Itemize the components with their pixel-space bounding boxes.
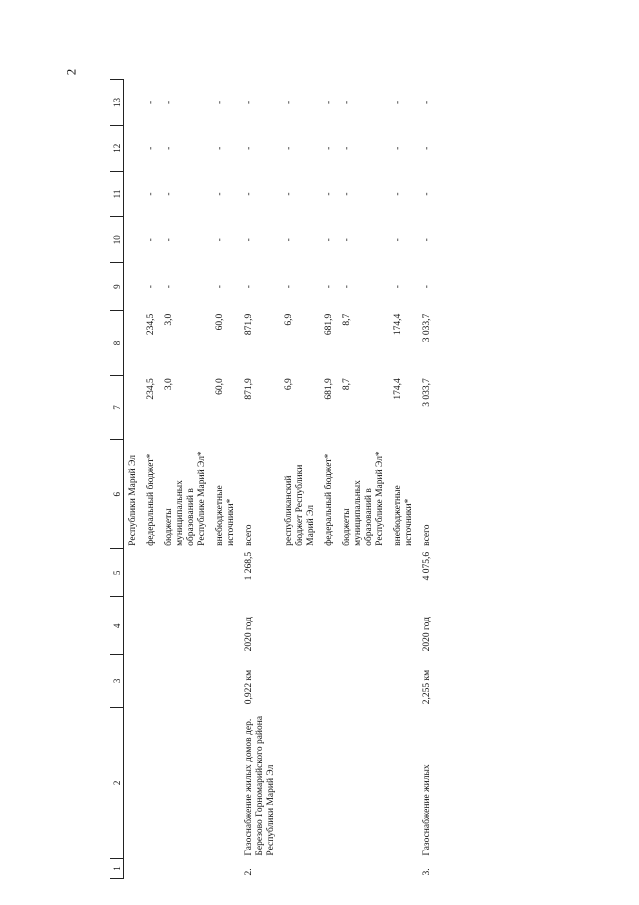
dash-cell-col-10: - <box>164 238 174 242</box>
dash-cell-col-12: - <box>146 146 156 150</box>
funding-source-cell: всего <box>244 524 254 546</box>
header-col-11: 11 <box>110 171 124 217</box>
object-name <box>142 707 160 858</box>
total-cost-cell <box>389 549 418 597</box>
header-col-9: 9 <box>110 263 124 311</box>
page-number: 2 <box>63 68 79 76</box>
table-row <box>320 80 338 879</box>
row-number: 2. <box>244 868 254 876</box>
dash-cell-col-12: - <box>324 146 334 150</box>
total-cost-cell: 1 268,5 <box>244 551 254 581</box>
dash-cell-col-13: - <box>393 100 403 105</box>
object-name <box>320 707 338 858</box>
table-header-row <box>110 80 124 879</box>
year-cell: 2020 год <box>422 617 432 652</box>
dash-cell-col-13: - <box>284 100 294 105</box>
dash-cell-col-10: - <box>422 238 432 242</box>
dash-cell-col-10: - <box>324 238 334 242</box>
year-cell <box>389 597 418 654</box>
total-cost-cell: 4 075,6 <box>422 551 432 581</box>
table-row <box>160 80 211 879</box>
dash-cell-col-9: - <box>342 285 352 289</box>
row-number <box>142 859 160 879</box>
dash-cell-col-12: - <box>284 146 294 150</box>
dash-cell-col-10 <box>124 217 143 263</box>
dash-cell-col-10: - <box>284 238 294 242</box>
length-cell: 2,255 км <box>422 669 432 705</box>
rotated-document-sheet <box>110 79 525 879</box>
value-col-7: 3,0 <box>164 378 174 391</box>
funding-source-cell: федеральный бюджет* <box>324 453 334 546</box>
funding-source-cell: внебюджетные источники* <box>215 485 236 546</box>
row-number <box>124 859 143 879</box>
header-col-12: 12 <box>110 125 124 171</box>
value-col-7: 681,9 <box>324 378 334 400</box>
length-cell: 0,922 км <box>244 669 254 705</box>
dash-cell-col-13: - <box>215 100 225 105</box>
value-col-8: 3,0 <box>164 313 174 326</box>
dash-cell-col-9: - <box>324 285 334 289</box>
row-number <box>160 859 211 879</box>
dash-cell-col-9: - <box>422 285 432 289</box>
value-col-7: 234,5 <box>146 378 156 400</box>
dash-cell-col-10: - <box>393 238 403 242</box>
budget-table <box>110 79 436 879</box>
dash-cell-col-11: - <box>284 192 294 196</box>
year-cell <box>160 597 211 654</box>
value-col-8 <box>124 311 143 376</box>
dash-cell-col-13: - <box>422 100 432 105</box>
value-col-7: 6,9 <box>284 378 294 391</box>
dash-cell-col-13: - <box>244 100 254 105</box>
length-cell <box>124 654 143 707</box>
value-col-8: 8,7 <box>342 313 352 326</box>
row-number: 3. <box>422 868 432 876</box>
dash-cell-col-11: - <box>164 192 174 196</box>
dash-cell-col-12: - <box>393 146 403 150</box>
dash-cell-col-11: - <box>342 192 352 196</box>
dash-cell-col-10: - <box>244 238 254 242</box>
value-col-7: 174,4 <box>393 378 403 400</box>
value-col-7: 871,9 <box>244 378 254 400</box>
total-cost-cell <box>160 549 211 597</box>
table-row <box>211 80 240 879</box>
header-col-8: 8 <box>110 311 124 376</box>
table-row <box>418 80 436 879</box>
length-cell <box>338 654 389 707</box>
funding-source-cell: всего <box>422 524 432 546</box>
table-row <box>338 80 389 879</box>
total-cost-cell <box>142 549 160 597</box>
dash-cell-col-11 <box>124 171 143 217</box>
dash-cell-col-9 <box>124 263 143 311</box>
object-name <box>338 707 389 858</box>
value-col-8: 234,5 <box>146 313 156 336</box>
value-col-8: 6,9 <box>284 313 294 326</box>
year-cell <box>142 597 160 654</box>
year-cell <box>211 597 240 654</box>
total-cost-cell <box>320 549 338 597</box>
header-col-2: 2 <box>110 707 124 858</box>
object-name: Газоснабжение жилых <box>422 764 432 856</box>
value-col-8: 174,4 <box>393 313 403 336</box>
table-row <box>280 80 320 879</box>
total-cost-cell <box>338 549 389 597</box>
header-col-7: 7 <box>110 375 124 440</box>
year-cell <box>320 597 338 654</box>
total-cost-cell <box>280 549 320 597</box>
length-cell <box>389 654 418 707</box>
funding-source-cell: республиканский бюджет Республики Марий Эл <box>284 464 316 546</box>
table-row <box>124 80 143 879</box>
object-name <box>160 707 211 858</box>
table-row <box>142 80 160 879</box>
year-cell <box>280 597 320 654</box>
dash-cell-col-13 <box>124 80 143 126</box>
year-cell <box>338 597 389 654</box>
dash-cell-col-9: - <box>244 285 254 289</box>
dash-cell-col-11: - <box>393 192 403 196</box>
table-body <box>124 80 437 879</box>
row-number <box>280 859 320 879</box>
dash-cell-col-13: - <box>146 100 156 105</box>
dash-cell-col-13: - <box>164 100 174 105</box>
value-col-7: 8,7 <box>342 378 352 391</box>
value-col-8: 3 033,7 <box>422 313 432 343</box>
table-row <box>389 80 418 879</box>
value-col-7 <box>124 375 143 440</box>
dash-cell-col-11: - <box>146 192 156 196</box>
dash-cell-col-10: - <box>146 238 156 242</box>
funding-source-cell: Республики Марий Эл <box>128 454 138 546</box>
length-cell <box>280 654 320 707</box>
length-cell <box>320 654 338 707</box>
object-name <box>389 707 418 858</box>
dash-cell-col-12: - <box>342 146 352 150</box>
dash-cell-col-10: - <box>342 238 352 242</box>
value-col-7: 3 033,7 <box>422 378 432 407</box>
dash-cell-col-13: - <box>324 100 334 105</box>
header-col-10: 10 <box>110 217 124 263</box>
funding-source-cell: федеральный бюджет* <box>146 453 156 546</box>
object-name <box>280 707 320 858</box>
dash-cell-col-12 <box>124 125 143 171</box>
dash-cell-col-12: - <box>244 146 254 150</box>
dash-cell-col-12: - <box>164 146 174 150</box>
header-col-3: 3 <box>110 654 124 707</box>
total-cost-cell <box>124 549 143 597</box>
funding-source-cell: внебюджетные источники* <box>393 485 414 546</box>
dash-cell-col-10: - <box>215 238 225 242</box>
value-col-8: 60,0 <box>215 313 225 331</box>
row-number <box>338 859 389 879</box>
total-cost-cell <box>211 549 240 597</box>
year-cell <box>124 597 143 654</box>
dash-cell-col-12: - <box>215 146 225 150</box>
dash-cell-col-9: - <box>164 285 174 289</box>
row-number <box>389 859 418 879</box>
row-number <box>320 859 338 879</box>
header-col-6: 6 <box>110 440 124 549</box>
value-col-8: 871,9 <box>244 313 254 336</box>
dash-cell-col-9: - <box>393 285 403 289</box>
header-col-1: 1 <box>110 859 124 879</box>
object-name: Газоснабжение жилых домов дер. Березово Горномарийского района Республики Марий Эл <box>244 715 276 856</box>
dash-cell-col-11: - <box>324 192 334 196</box>
dash-cell-col-9: - <box>146 285 156 289</box>
dash-cell-col-11: - <box>422 192 432 196</box>
dash-cell-col-11: - <box>244 192 254 196</box>
length-cell <box>211 654 240 707</box>
header-col-13: 13 <box>110 80 124 126</box>
dash-cell-col-9: - <box>284 285 294 289</box>
dash-cell-col-13: - <box>342 100 352 105</box>
object-name <box>124 707 143 858</box>
length-cell <box>160 654 211 707</box>
header-col-4: 4 <box>110 597 124 654</box>
dash-cell-col-11: - <box>215 192 225 196</box>
table-row <box>240 80 280 879</box>
dash-cell-col-12: - <box>422 146 432 150</box>
row-number <box>211 859 240 879</box>
funding-source-cell: бюджеты муниципальных образований в Республике Марий Эл* <box>164 451 207 546</box>
length-cell <box>142 654 160 707</box>
value-col-7: 60,0 <box>215 378 225 395</box>
header-col-5: 5 <box>110 549 124 597</box>
funding-source-cell: бюджеты муниципальных образований в Республике Марий Эл* <box>342 451 385 546</box>
value-col-8: 681,9 <box>324 313 334 336</box>
year-cell: 2020 год <box>244 617 254 652</box>
dash-cell-col-9: - <box>215 285 225 289</box>
object-name <box>211 707 240 858</box>
